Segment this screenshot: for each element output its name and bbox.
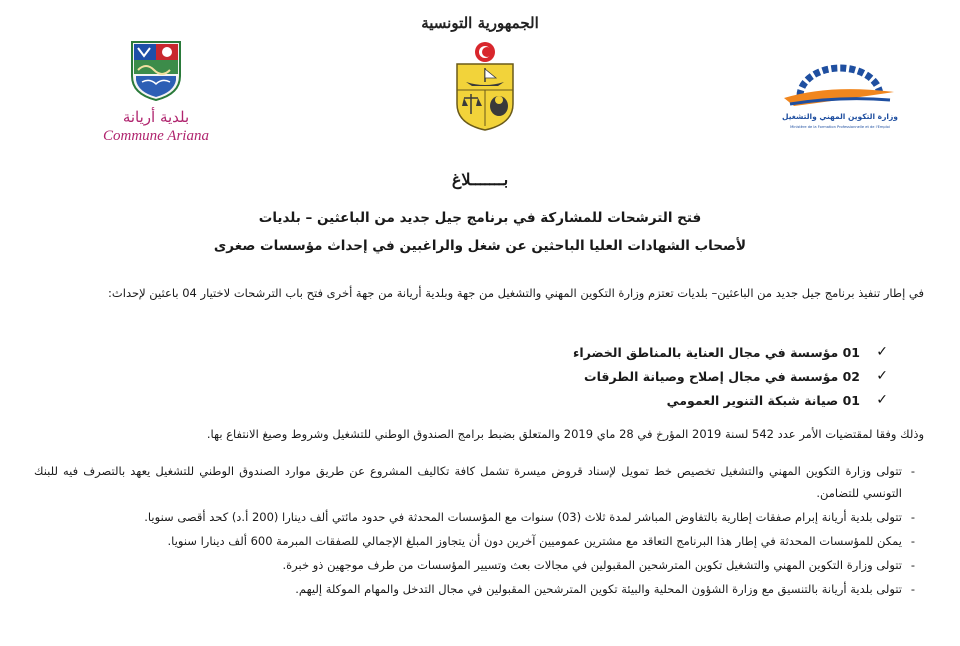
condition-item [34,506,924,528]
list-item [388,388,888,412]
list-item-text: 01 صيانة شبكة التنوير العمومي [666,392,860,408]
ministry-name-ar: وزارة التكوين المهني والتشغيل [782,112,898,121]
dash-icon: - [910,558,916,572]
dash-icon: - [910,582,916,596]
coat-of-arms-icon [452,40,518,132]
condition-text: تتولى بلدية أريانة إبرام صفقات إطارية بالتفاوض المباشر لمدة ثلاث (03) سنوات مع المؤسسات المحدثة في حدود مائتي ألف دينارا (200 أ.د) كحد أقصى سنويا. [144,510,902,524]
ariana-french-name: Commune Ariana [103,128,209,144]
condition-text: تتولى وزارة التكوين المهني والتشغيل تكوين المترشحين المقبولين في مجالات بعث وتسيير المؤسسات من طرف موجهين ذو خبرة. [282,558,902,572]
condition-text: تتولى بلدية أريانة بالتنسيق مع وزارة الشؤون المحلية والبيئة تكوين المترشحين المقبولين في مجال التدخل والمهام الموكلة إليهم. [295,582,902,596]
republic-heading: الجمهورية التونسية [421,14,539,32]
intro-paragraph: في إطار تنفيذ برنامج جيل جديد من الباعثين– بلديات تعتزم وزارة التكوين المهني والتشغيل من جهة وبلدية أريانة من جهة أخرى فتح باب الترشحات لاختيار 04 باعثين لإحداث: [108,286,924,300]
check-icon: ✓ [876,392,888,408]
check-icon: ✓ [876,368,888,384]
condition-item [34,554,924,576]
condition-item [34,530,924,552]
notice-subtitle-line2: لأصحاب الشهادات العليا الباحثين عن شغل والراغبين في إحداث مؤسسات صغرى [213,238,747,254]
list-item [388,340,888,364]
dash-icon: - [910,464,916,478]
enterprise-list [388,340,888,412]
ariana-logo [96,40,216,145]
list-item-text: 01 مؤسسة في مجال العناية بالمناطق الخضراء [573,344,860,360]
condition-item [34,578,924,600]
conditions-list [34,460,924,602]
ariana-crest-icon [128,40,184,102]
ministry-logo [770,62,910,132]
list-item [388,364,888,388]
condition-item [34,460,924,504]
check-icon: ✓ [876,344,888,360]
list-item-text: 02 مؤسسة في مجال إصلاح وصيانة الطرقات [584,368,860,384]
ministry-emblem-icon [770,62,910,132]
condition-text: يمكن للمؤسسات المحدثة في إطار هذا البرنامج التعاقد مع مشترين عموميين آخرين دون أن يتجاوز المبلغ الإجمالي للصفقات المبرمة 600 ألف دينارا سنويا. [167,534,902,548]
dash-icon: - [910,534,916,548]
notice-subtitle-line1: فتح الترشحات للمشاركة في برنامج جيل جديد من الباعثين – بلديات [258,210,702,226]
tunisia-coat-of-arms [452,40,518,132]
ministry-name-fr: Ministère de la Formation Professionnelle et de l'Emploi [790,125,890,129]
condition-text: تتولى وزارة التكوين المهني والتشغيل تخصيص خط تمويل لإسناد قروض ميسرة تشمل كافة تكاليف المشروع عن طريق موارد الصندوق الوطني للتشغيل يعهد بالتصرف فيه للبنك التونسي للتضامن. [34,464,902,500]
notice-title: بـــــــلاغ [451,170,509,189]
ariana-arabic-name: بلدية أريانة [122,108,190,126]
decree-paragraph: وذلك وفقا لمقتضيات الأمر عدد 542 لسنة 2019 المؤرخ في 28 ماي 2019 والمتعلق بضبط برامج الصندوق الوطني للتشغيل وشروط وصيغ الانتفاع بها. [206,427,924,441]
dash-icon: - [910,510,916,524]
